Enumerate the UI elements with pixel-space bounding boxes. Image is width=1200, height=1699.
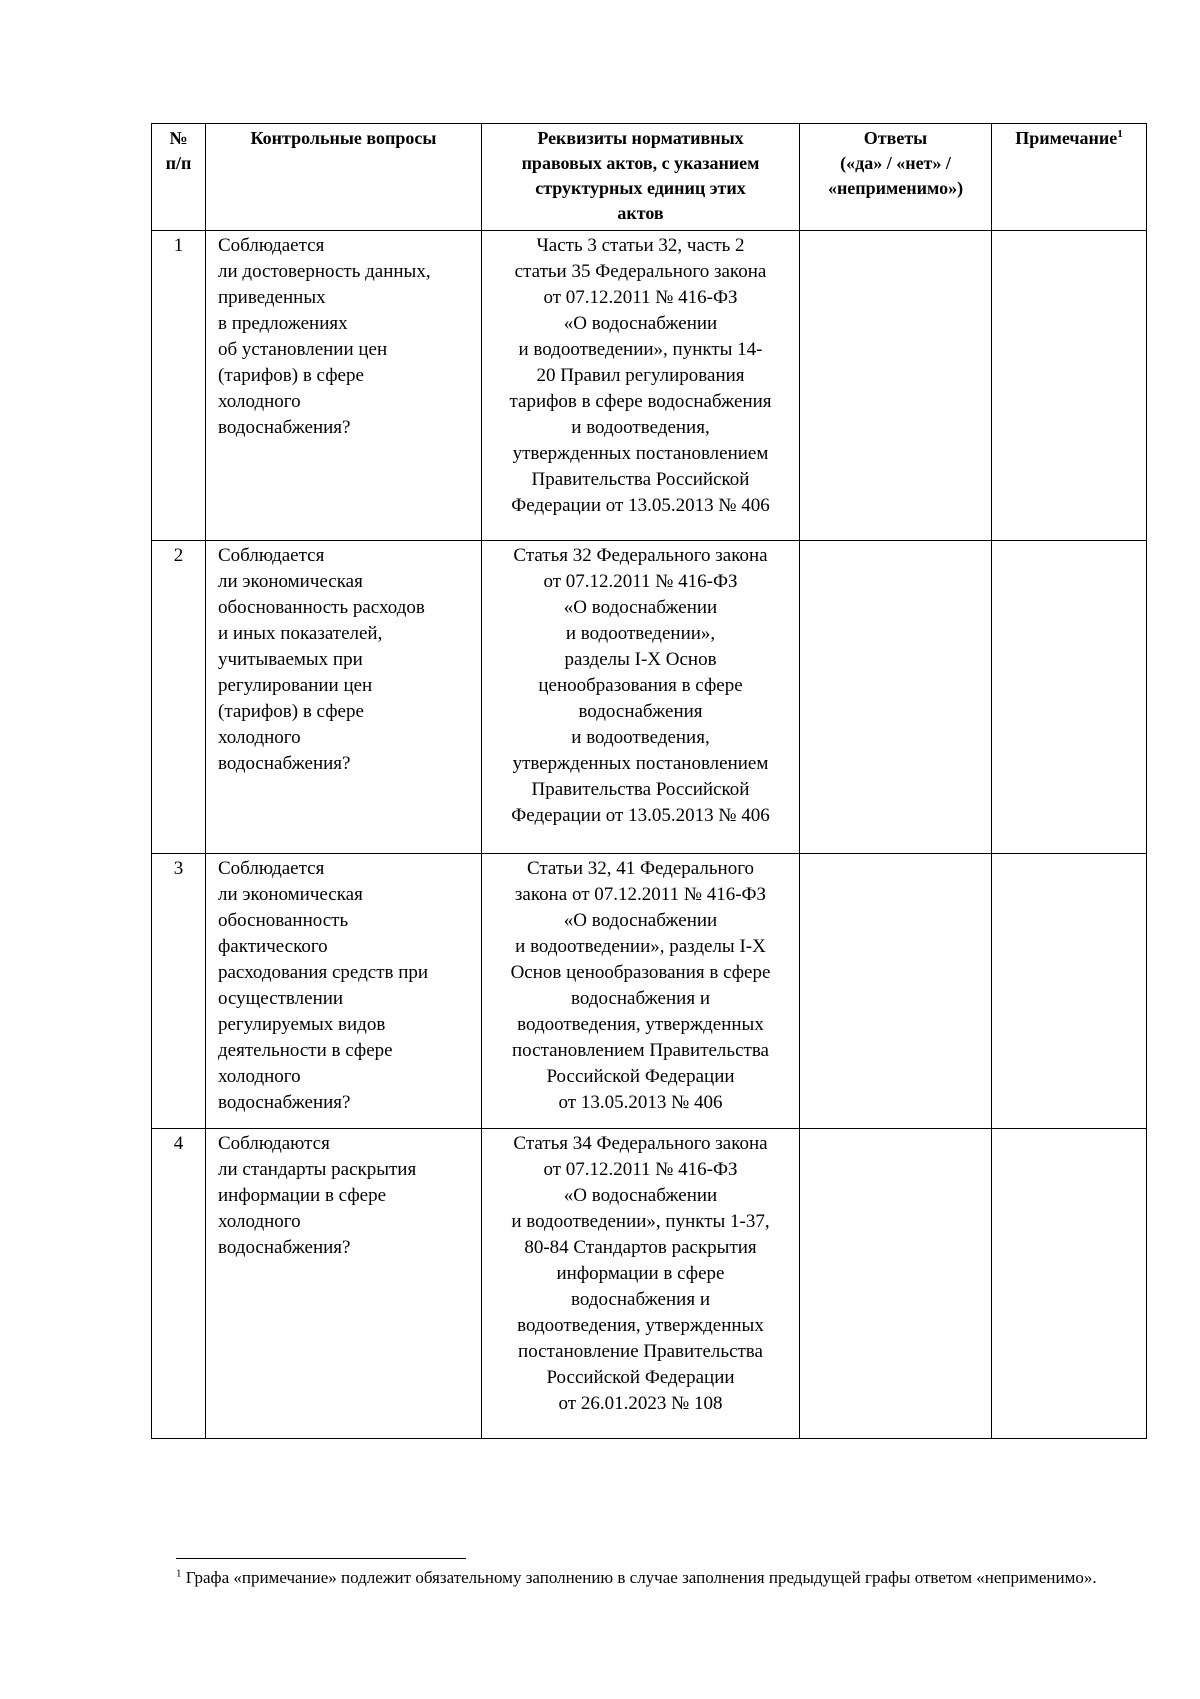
row-num: 3 — [173, 858, 184, 879]
header-note-label: Примечание — [1015, 128, 1118, 148]
answer-value — [800, 541, 991, 543]
note-value — [992, 854, 1146, 856]
checklist-table — [151, 123, 1147, 1439]
row-num-cell — [152, 231, 206, 541]
row-num-cell — [152, 541, 206, 854]
answer-value — [800, 231, 991, 233]
row-num: 2 — [173, 545, 184, 566]
answer-cell[interactable] — [800, 231, 992, 541]
footnote-text: Графа «примечание» подлежит обязательному заполнению в случае заполнения предыдущей графы ответом «неприменимо». — [181, 1568, 1097, 1587]
row-num-cell — [152, 1129, 206, 1439]
note-value — [992, 541, 1146, 543]
table-row — [152, 854, 1147, 1129]
header-note — [992, 124, 1147, 231]
row-num: 4 — [173, 1133, 184, 1154]
requisites-cell — [482, 231, 800, 541]
requisites-text: Статья 32 Федерального закона от 07.12.2011 № 416-ФЗ «О водоснабжении и водоотведении», разделы I-X Основ ценообразования в сфере водоснабжения и водоотведения, утвержденных постановлением Правительства Российской Федерации от 13.05.2013 № 406 — [511, 545, 770, 826]
header-question: Контрольные вопросы — [206, 124, 482, 231]
table-row — [152, 541, 1147, 854]
table-row — [152, 231, 1147, 541]
note-cell[interactable] — [992, 854, 1147, 1129]
table-row — [152, 1129, 1147, 1439]
footnote-mark: 1 — [176, 1567, 182, 1580]
row-num-cell — [152, 854, 206, 1129]
question-text: Соблюдается ли экономическая обоснованность расходов и иных показателей, учитываемых при регулировании цен (тарифов) в сфере холодного водоснабжения? — [218, 545, 425, 774]
answer-cell[interactable] — [800, 1129, 992, 1439]
question-cell — [206, 231, 482, 541]
note-value — [992, 231, 1146, 233]
table-header-row — [152, 124, 1147, 231]
footnote-separator — [176, 1558, 466, 1559]
requisites-text: Статья 34 Федерального закона от 07.12.2011 № 416-ФЗ «О водоснабжении и водоотведении», пункты 1-37, 80-84 Стандартов раскрытия информации в сфере водоснабжения и водоотведения, утвержденных постановление Правительства Российской Федерации от 26.01.2023 № 108 — [511, 1133, 770, 1414]
row-num: 1 — [173, 235, 184, 256]
answer-cell[interactable] — [800, 541, 992, 854]
note-cell[interactable] — [992, 1129, 1147, 1439]
question-cell — [206, 1129, 482, 1439]
header-answers: Ответы («да» / «нет» / «неприменимо») — [800, 124, 992, 231]
question-cell — [206, 541, 482, 854]
requisites-cell — [482, 854, 800, 1129]
header-requisites: Реквизиты нормативных правовых актов, с указанием структурных единиц этих актов — [482, 124, 800, 231]
requisites-text: Часть 3 статьи 32, часть 2 статьи 35 Федерального закона от 07.12.2011 № 416-ФЗ «О водоснабжении и водоотведении», пункты 14- 20 Правил регулирования тарифов в сфере водоснабжения и водоотведения, утвержденных постановлением Правительства Российской Федерации от 13.05.2013 № 406 — [509, 235, 772, 516]
note-value — [992, 1129, 1146, 1131]
footnote-ref: 1 — [1117, 128, 1123, 140]
header-num: № п/п — [152, 124, 206, 231]
question-text: Соблюдается ли достоверность данных, приведенных в предложениях об установлении цен (тарифов) в сфере холодного водоснабжения? — [218, 235, 431, 438]
requisites-cell — [482, 541, 800, 854]
footnote — [176, 1566, 1141, 1590]
answer-cell[interactable] — [800, 854, 992, 1129]
note-cell[interactable] — [992, 541, 1147, 854]
answer-value — [800, 854, 991, 856]
answer-value — [800, 1129, 991, 1131]
requisites-cell — [482, 1129, 800, 1439]
question-text: Соблюдается ли экономическая обоснованность фактического расходования средств при осуществлении регулируемых видов деятельности в сфере холодного водоснабжения? — [218, 858, 429, 1113]
requisites-text: Статьи 32, 41 Федерального закона от 07.12.2011 № 416-ФЗ «О водоснабжении и водоотведении», разделы I-X Основ ценообразования в сфере водоснабжения и водоотведения, утвержденных постановлением Правительства Российской Федерации от 13.05.2013 № 406 — [510, 858, 771, 1113]
question-text: Соблюдаются ли стандарты раскрытия информации в сфере холодного водоснабжения? — [218, 1133, 417, 1258]
note-cell[interactable] — [992, 231, 1147, 541]
question-cell — [206, 854, 482, 1129]
